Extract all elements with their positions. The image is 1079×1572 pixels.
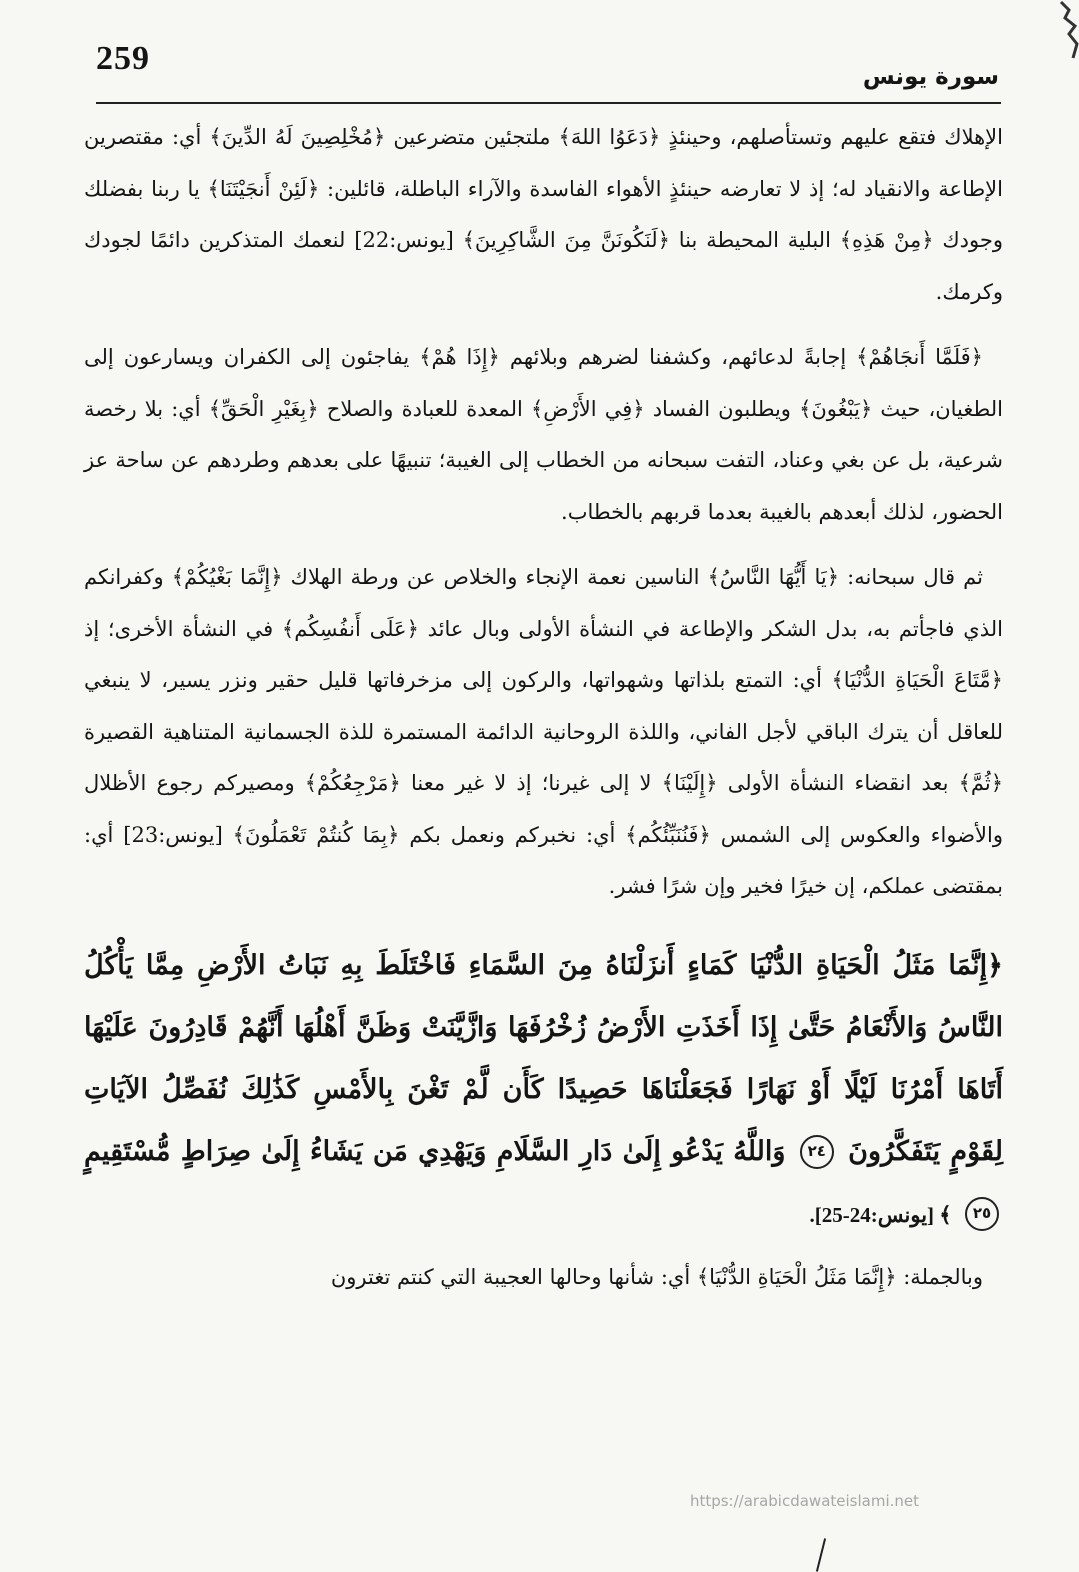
scan-corner-artifact xyxy=(1039,0,1079,60)
surah-title: سورة يونس xyxy=(862,64,999,90)
page-body xyxy=(84,112,1003,1317)
quran-verse-block xyxy=(84,935,1003,1246)
verse-text-25: وَاللَّهُ يَدْعُو إِلَىٰ دَارِ السَّلَامِ وَيَهْدِي مَن يَشَاءُ إِلَىٰ صِرَاطٍ مُّسْتَقِيمٍ xyxy=(84,1135,786,1167)
verse-number-marker: ٢٤ xyxy=(800,1135,834,1169)
watermark-url: https://arabicdawateislami.net xyxy=(689,1492,919,1510)
scan-mark xyxy=(816,1538,826,1571)
verse-number-marker: ٢٥ xyxy=(965,1197,999,1231)
paragraph-2: ﴿فَلَمَّا أَنجَاهُمْ﴾ إجابةً لدعائهم، وكشفنا لضرهم وبلائهم ﴿إِذَا هُمْ﴾ يفاجئون إلى الكفران ويسارعون إلى الطغيان، حيث ﴿يَبْغُونَ﴾ ويطلبون الفساد ﴿فِي الأَرْضِ﴾ المعدة للعبادة والصلاح ﴿بِغَيْرِ الْحَقِّ﴾ أي: بلا رخصة شرعية، بل عن بغي وعناد، التفت سبحانه من الخطاب إلى الغيبة؛ تنبيهًا على بعدهم وطردهم عن ساحة عز الحضور، لذلك أبعدهم بالغيبة بعدما قربهم بالخطاب. xyxy=(84,345,1003,524)
page-number: 259 xyxy=(96,40,150,77)
paragraph-3: ثم قال سبحانه: ﴿يَا أَيُّهَا النَّاسُ﴾ الناسين نعمة الإنجاء والخلاص عن ورطة الهلاك ﴿إِنَّمَا بَغْيُكُمْ﴾ وكفرانكم الذي فاجأتم به، بدل الشكر والإطاعة في النشأة الأولى وبال عائد ﴿عَلَى أَنفُسِكُم﴾ في النشأة الأخرى؛ إذ ﴿مَّتَاعَ الْحَيَاةِ الدُّنْيَا﴾ أي: التمتع بلذاتها وشهواتها، والركون إلى مزخرفاتها قليل حقير ونزر يسير، لا ينبغي للعاقل أن يترك الباقي لأجل الفاني، واللذة الروحانية الدائمة المستمرة للذة الجسمانية المتناهية القصيرة ﴿ثُمَّ﴾ بعد انقضاء النشأة الأولى ﴿إِلَيْنَا﴾ لا إلى غيرنا؛ إذ لا غير معنا ﴿مَرْجِعُكُمْ﴾ ومصيركم رجوع الأظلال والأضواء والعكوس إلى الشمس ﴿فَنُنَبِّئُكُم﴾ أي: نخبركم ونعمل بكم ﴿بِمَا كُنتُمْ تَعْمَلُونَ﴾ [يونس:23] أي: بمقتضى عملكم، إن خيرًا فخير وإن شرًا فشر. xyxy=(84,565,1003,898)
paragraph-1: الإهلاك فتقع عليهم وتستأصلهم، وحينئذٍ ﴿دَعَوُا اللهَ﴾ ملتجئين متضرعين ﴿مُخْلِصِينَ لَهُ الدِّينَ﴾ أي: مقتصرين الإطاعة والانقياد له؛ إذ لا تعارضه حينئذٍ الأهواء الفاسدة والآراء الباطلة، قائلين: ﴿لَئِنْ أَنجَيْتَنَا﴾ يا ربنا بفضلك وجودك ﴿مِنْ هَذِهِ﴾ البلية المحيطة بنا ﴿لَنَكُونَنَّ مِنَ الشَّاكِرِينَ﴾ [يونس:22] لنعمك المتذكرين دائمًا لجودك وكرمك. xyxy=(84,125,1003,304)
verse-text-24: ﴿إِنَّمَا مَثَلُ الْحَيَاةِ الدُّنْيَا كَمَاءٍ أَنزَلْنَاهُ مِنَ السَّمَاءِ فَاخْتَلَطَ بِهِ نَبَاتُ الأَرْضِ مِمَّا يَأْكُلُ النَّاسُ وَالأَنْعَامُ حَتَّىٰ إِذَا أَخَذَتِ الأَرْضُ زُخْرُفَهَا وَازَّيَّنَتْ وَظَنَّ أَهْلُهَا أَنَّهُمْ قَادِرُونَ عَلَيْهَا أَتَاهَا أَمْرُنَا لَيْلًا أَوْ نَهَارًا فَجَعَلْنَاهَا حَصِيدًا كَأَن لَّمْ تَغْنَ بِالأَمْسِ كَذَٰلِكَ نُفَصِّلُ الآيَاتِ لِقَوْمٍ يَتَفَكَّرُونَ xyxy=(84,949,1003,1167)
paragraph-last: وبالجملة: ﴿إِنَّمَا مَثَلُ الْحَيَاةِ الدُّنْيَا﴾ أي: شأنها وحالها العجيبة التي كنتم تغترون xyxy=(330,1264,983,1289)
header-divider xyxy=(96,102,1001,104)
verse-reference: ﴾ [يونس:24-25]. xyxy=(809,1202,952,1227)
